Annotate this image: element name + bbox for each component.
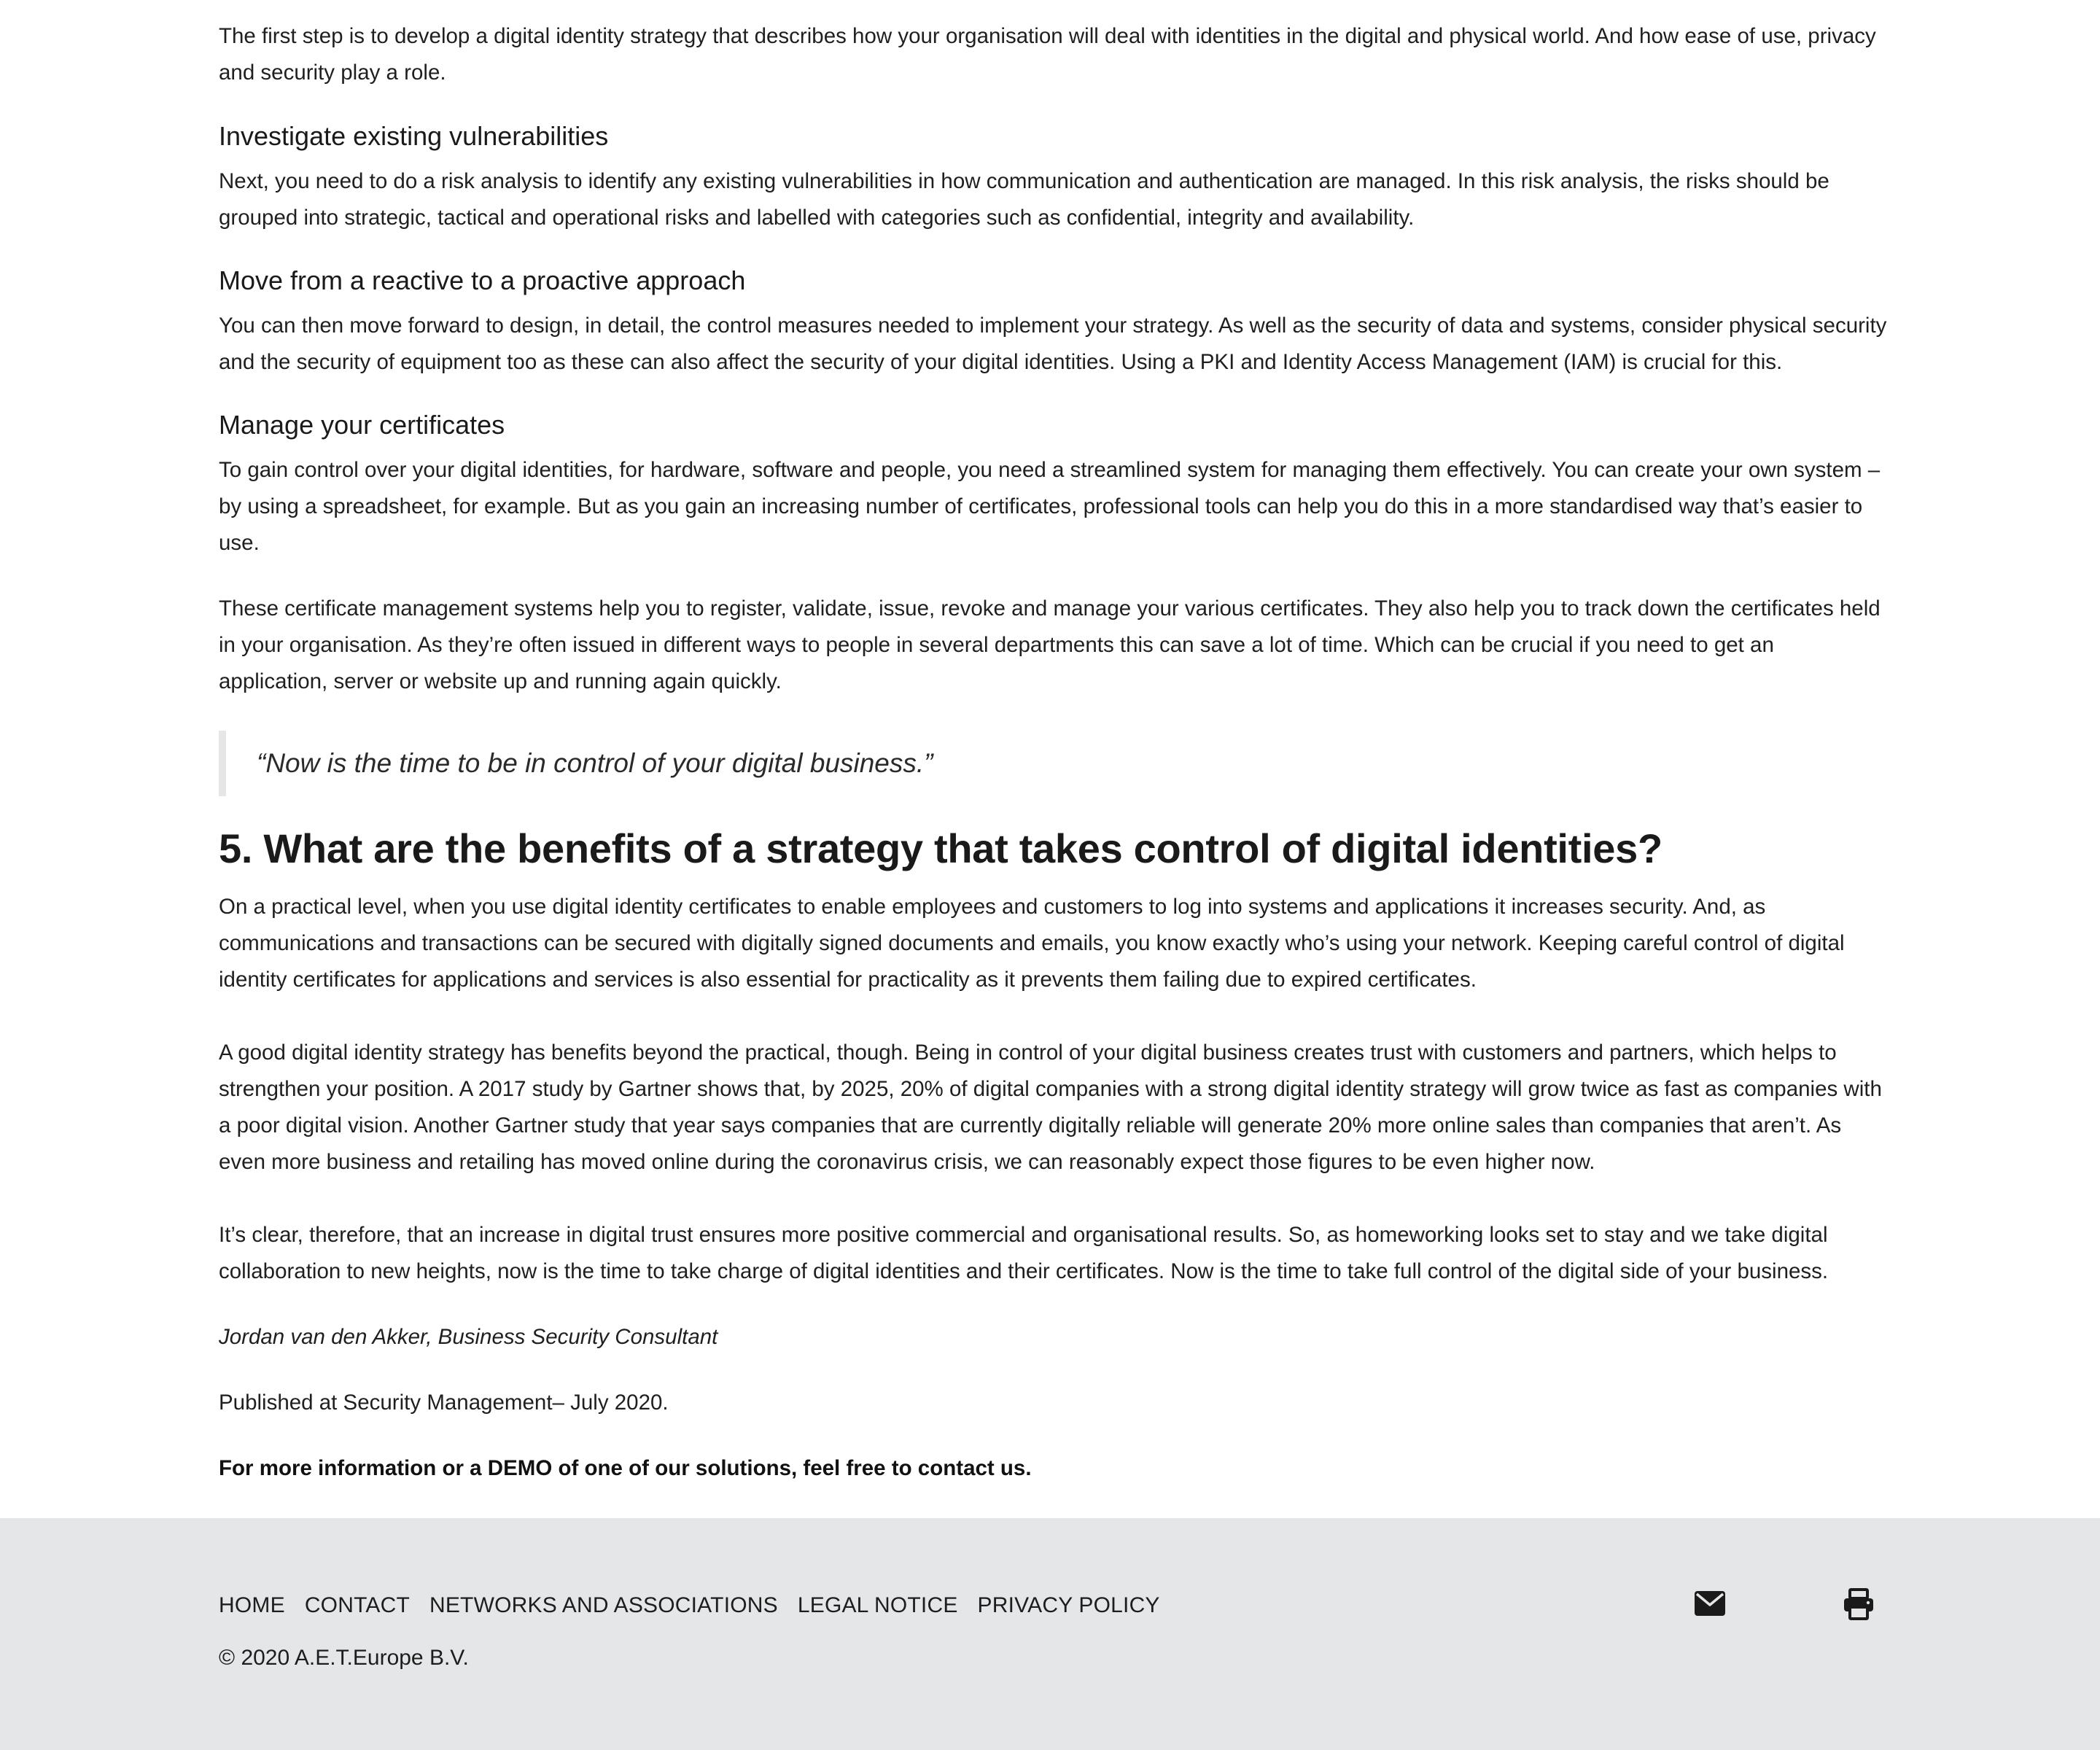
footer-link-networks-associations[interactable]: NETWORKS AND ASSOCIATIONS xyxy=(429,1593,778,1617)
benefits-paragraph-3: It’s clear, therefore, that an increase in digital trust ensures more positive commercial and organisational results. So, as homeworking looks set to stay and we take digital collaboration to new heights, now is the time to take charge of digital identities and their certificates. Now is the time to take full control of the digital side of your business. xyxy=(219,1223,1829,1283)
pull-quote xyxy=(219,731,1889,796)
printer-icon[interactable] xyxy=(1843,1588,1878,1620)
footer-link-legal-notice[interactable]: LEGAL NOTICE xyxy=(797,1593,958,1617)
benefits-heading: 5. What are the benefits of a strategy that takes control of digital identities? xyxy=(219,825,1662,871)
section-heading-proactive: Move from a reactive to a proactive approach xyxy=(219,265,746,295)
published-note: Published at Security Management– July 2020. xyxy=(219,1391,669,1415)
contact-cta: For more information or a DEMO of one of our solutions, feel free to contact us. xyxy=(219,1456,1032,1480)
footer-link-home[interactable]: HOME xyxy=(219,1593,285,1617)
section-heading-certificates: Manage your certificates xyxy=(219,410,505,440)
envelope-icon[interactable] xyxy=(1695,1588,1730,1620)
certificate-systems-paragraph: These certificate management systems help you to register, validate, issue, revoke and manage your various certificates. They also help you to track down the certificates held in your organisation. As they’re often issued in different ways to people in several departments this can save a lot of time. Which can be crucial if you need to get an application, server or website up and running again quickly. xyxy=(219,596,1881,693)
section-heading-vulnerabilities: Investigate existing vulnerabilities xyxy=(219,121,609,151)
benefits-paragraph-1: On a practical level, when you use digital identity certificates to enable employees and customers to log into systems and applications it increases security. And, as communications and transactions can be secured with digitally signed documents and emails, you know exactly who’s using your network. Keeping careful control of digital identity certificates for applications and services is also essential for practicality as it prevents them failing due to expired certificates. xyxy=(219,895,1845,992)
benefits-paragraph-2: A good digital identity strategy has benefits beyond the practical, though. Being in control of your digital business creates trust with customers and partners, which helps to strengthen your position. A 2017 study by Gartner shows that, by 2025, 20% of digital companies with a strong digital identity strategy will grow twice as fast as companies with a poor digital vision. Another Gartner study that year says companies that are currently digitally reliable will generate 20% more online sales than companies that aren’t. As even more business and retailing has moved online during the coronavirus crisis, we can reasonably expect those figures to be even higher now. xyxy=(219,1041,1882,1174)
author-byline: Jordan van den Akker, Business Security Consultant xyxy=(219,1325,718,1349)
section-text-certificates: To gain control over your digital identities, for hardware, software and people, you need a streamlined system for managing them effectively. You can create your own system – by using a spreadsheet, for example. But as you gain an increasing number of certificates, professional tools can help you do this in a more standardised way that’s easier to use. xyxy=(219,458,1881,555)
section-text-vulnerabilities: Next, you need to do a risk analysis to identify any existing vulnerabilities in how communication and authentication are managed. In this risk analysis, the risks should be grouped into strategic, tactical and operational risks and labelled with categories such as confidential, integrity and availability. xyxy=(219,169,1829,230)
footer-link-privacy-policy[interactable]: PRIVACY POLICY xyxy=(977,1593,1160,1617)
footer-nav xyxy=(219,1591,1180,1620)
site-footer xyxy=(0,1518,2100,1750)
intro-paragraph: The first step is to develop a digital identity strategy that describes how your organisation will deal with identities in the digital and physical world. And how ease of use, privacy and security play a role. xyxy=(219,24,1876,85)
footer-link-contact[interactable]: CONTACT xyxy=(304,1593,410,1617)
pull-quote-text: “Now is the time to be in control of your digital business.” xyxy=(257,748,933,778)
section-text-proactive: You can then move forward to design, in detail, the control measures needed to implement your strategy. As well as the security of data and systems, consider physical security and the security of equipment too as these can also affect the security of your digital identities. Using a PKI and Identity Access Management (IAM) is crucial for this. xyxy=(219,314,1887,374)
footer-copyright: © 2020 A.E.T.Europe B.V. xyxy=(219,1646,469,1670)
